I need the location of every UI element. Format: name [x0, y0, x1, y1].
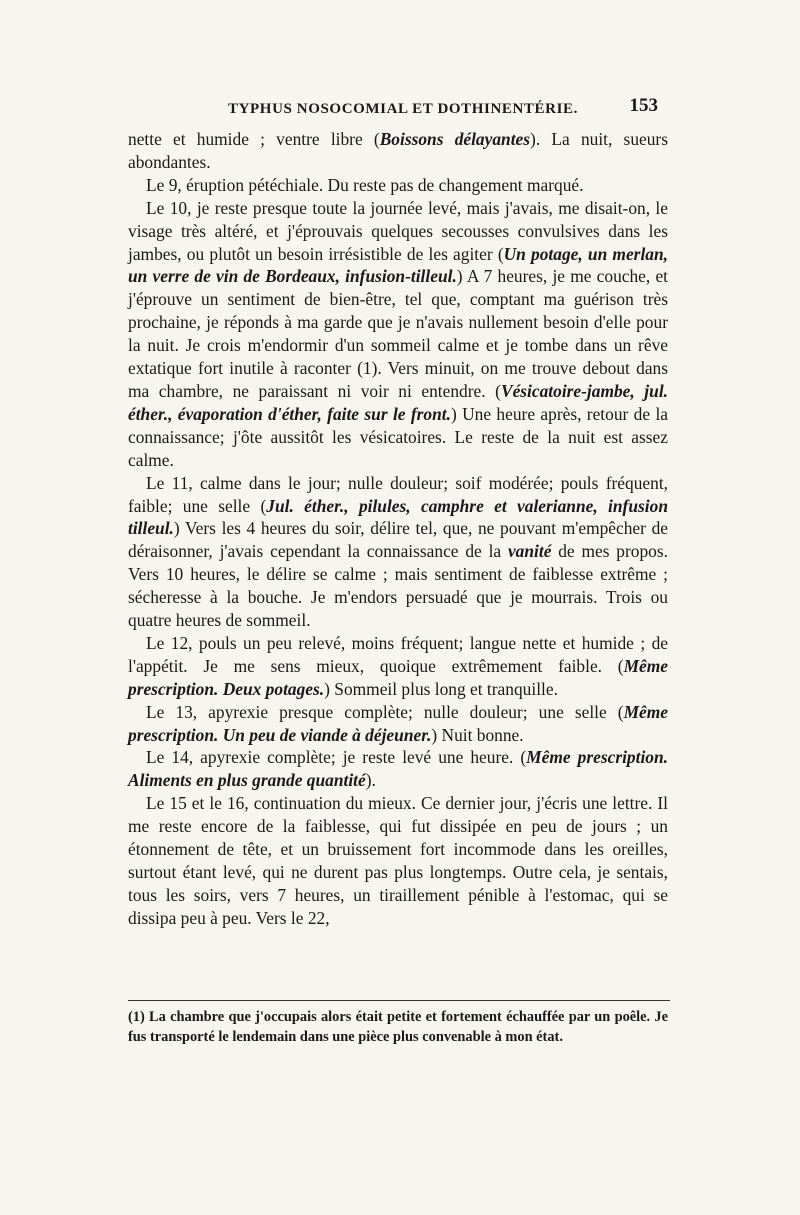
italic-run: Même prescription. Un peu de viande à déjeuner.	[128, 701, 668, 745]
paragraph: Le 10, je reste presque toute la journée levé, mais j'avais, me disait-on, le visage très altéré, et j'éprouvais quelques secousses convulsives dans les jambes, ou plutôt un besoin irrésistible de les agiter (Un potage, un merlan, un verre de vin de Bordeaux, infusion-tilleul.) A 7 heures, je me couche, et j'éprouve un sentiment de bien-être, tel que, comptant ma guérison très prochaine, je réponds à ma garde que je n'avais nullement besoin d'elle pour la nuit. Je crois m'endormir d'un sommeil calme et je tombe dans un rêve extatique fort inutile à raconter (1). Vers minuit, on me trouve debout dans ma chambre, ne paraissant ni voir ni entendre. (Vésicatoire-jambe, jul. éther., évaporation d'éther, faite sur le front.) Une heure après, retour de la connaissance; j'ôte aussitôt les vésicatoires. Le reste de la nuit est assez calme.	[128, 197, 668, 470]
paragraph: Le 13, apyrexie presque complète; nulle douleur; une selle (Même prescription. Un peu de viande à déjeuner.) Nuit bonne.	[128, 701, 668, 745]
paragraph: Le 11, calme dans le jour; nulle douleur; soif modérée; pouls fréquent, faible; une selle (Jul. éther., pilules, camphre et valerianne, infusion tilleul.) Vers les 4 heures du soir, délire tel, que, ne pouvant m'empêcher de déraisonner, j'avais cependant la connaissance de la vanité de mes propos. Vers 10 heures, le délire se calme ; mais sentiment de faiblesse extrême ; sécheresse à la bouche. Je m'endors persuadé que je mourrais. Trois ou quatre heures de sommeil.	[128, 472, 668, 631]
paragraph: Le 14, apyrexie complète; je reste levé une heure. (Même prescription. Aliments en plus grande quantité).	[128, 747, 668, 791]
italic-run: Même prescription. Deux potages.	[128, 655, 668, 699]
paragraph: Le 15 et le 16, continuation du mieux. Ce dernier jour, j'écris une lettre. Il me reste encore de la faiblesse, qui fut dissipée en peu de jours ; un étonnement de tête, et un bruissement fort incommode dans les oreilles, surtout étant levé, qui ne durent pas plus longtemps. Outre cela, je sentais, tous les soirs, vers 7 heures, un tiraillement pénible à l'estomac, qui se dissipa peu à peu. Vers le 22,	[128, 793, 668, 928]
footnote-divider	[128, 1000, 670, 1001]
page-header	[128, 95, 668, 123]
italic-run: Boissons délayantes	[379, 129, 531, 149]
paragraph: Le 12, pouls un peu relevé, moins fréquent; langue nette et humide ; de l'appétit. Je me sens mieux, quoique extrêmement faible. (Même prescription. Deux potages.) Sommeil plus long et tranquille.	[128, 632, 668, 699]
footnote: (1) La chambre que j'occupais alors était petite et fortement échauffée par un poêle. Je fus transporté le lendemain dans une pièce plus convenable à mon état.	[128, 1009, 668, 1045]
italic-run: Vésicatoire-jambe, jul. éther., évaporation d'éther, faite sur le front.	[128, 380, 668, 424]
italic-run: Un potage, un merlan, un verre de vin de Bordeaux, infusion-tilleul.	[128, 243, 668, 287]
main-text	[128, 128, 668, 930]
running-title: TYPHUS NOSOCOMIAL ET DOTHINENTÉRIE.	[228, 101, 578, 117]
italic-run: vanité	[507, 541, 552, 562]
paragraph: Le 9, éruption pétéchiale. Du reste pas de changement marqué.	[146, 174, 584, 195]
paragraph: nette et humide ; ventre libre (Boissons délayantes). La nuit, sueurs abondantes.	[128, 129, 668, 172]
page-number: 153	[629, 95, 658, 116]
italic-run: Jul. éther., pilules, camphre et valerianne, infusion tilleul.	[128, 495, 668, 539]
italic-run: Même prescription. Aliments en plus grande quantité	[128, 747, 668, 791]
